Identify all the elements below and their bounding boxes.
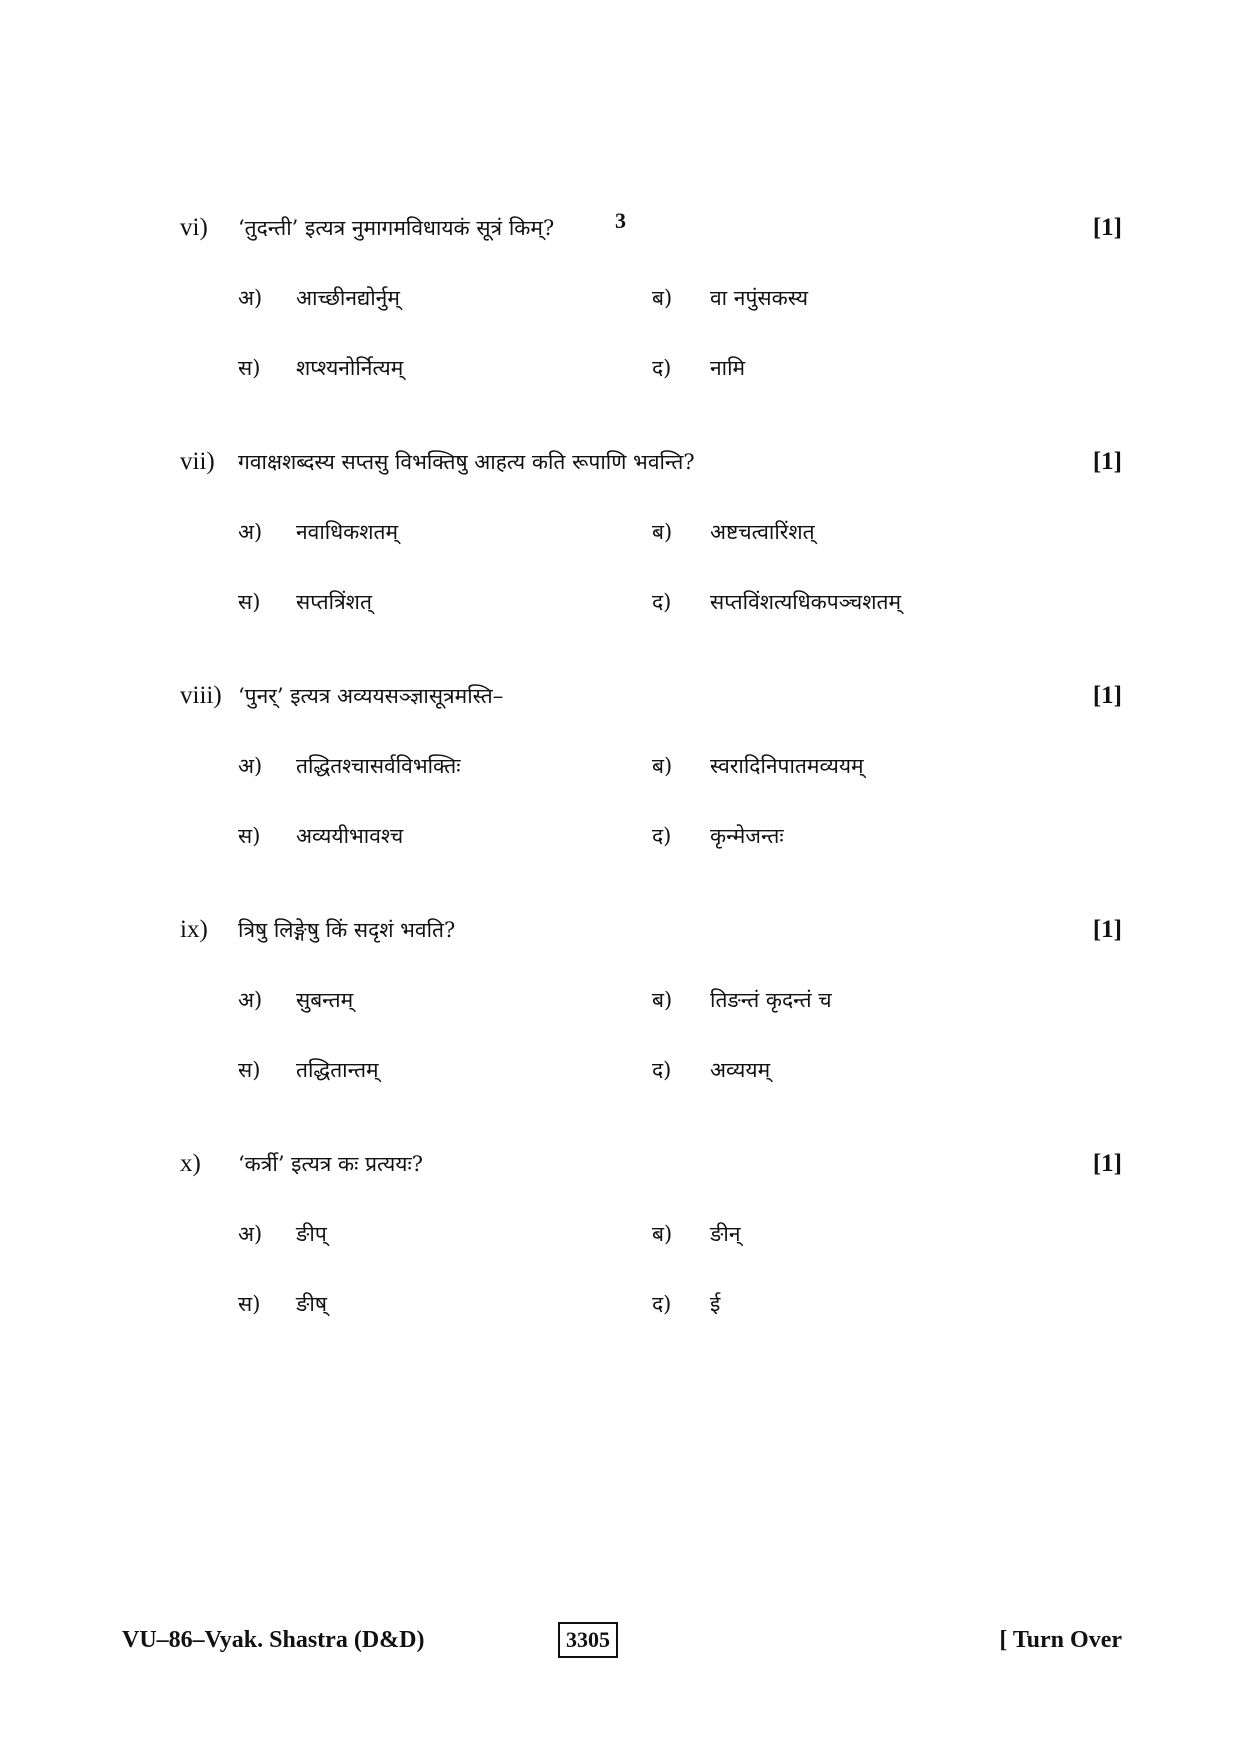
question-marks: [1] bbox=[1092, 682, 1122, 709]
option-text: नामि bbox=[710, 356, 746, 380]
option-marker: स) bbox=[238, 824, 261, 848]
option-marker: स) bbox=[238, 1058, 261, 1082]
option-text: अष्टचत्वारिंशत् bbox=[710, 520, 815, 544]
option-text: अव्ययीभावश्च bbox=[296, 824, 404, 848]
option-a bbox=[238, 512, 398, 552]
option-marker: ब) bbox=[652, 286, 673, 310]
option-b bbox=[652, 746, 864, 786]
option-c bbox=[238, 1284, 327, 1324]
question-number: viii) bbox=[180, 682, 222, 709]
option-row bbox=[180, 582, 1122, 622]
question-line bbox=[180, 442, 1122, 482]
option-marker: स) bbox=[238, 590, 261, 614]
option-text: तिङन्तं कृदन्तं च bbox=[710, 988, 832, 1012]
option-text: तद्धितान्तम् bbox=[296, 1058, 379, 1082]
option-b bbox=[652, 512, 815, 552]
question-number: vii) bbox=[180, 448, 215, 475]
option-marker: ब) bbox=[652, 754, 673, 778]
question-viii bbox=[180, 676, 1122, 856]
option-marker: द) bbox=[652, 356, 672, 380]
question-text: ‘पुनर्’ इत्यत्र अव्ययसञ्ज्ञासूत्रमस्ति– bbox=[238, 684, 504, 708]
option-c bbox=[238, 582, 372, 622]
option-text: अव्ययम् bbox=[710, 1058, 771, 1082]
question-number: x) bbox=[180, 1150, 201, 1177]
option-row bbox=[180, 980, 1122, 1020]
option-a bbox=[238, 746, 461, 786]
question-vii bbox=[180, 442, 1122, 622]
option-d bbox=[652, 348, 745, 388]
option-a bbox=[238, 278, 400, 318]
option-a bbox=[238, 1214, 327, 1254]
option-marker: ब) bbox=[652, 988, 673, 1012]
option-text: स्वरादिनिपातमव्ययम् bbox=[710, 754, 864, 778]
paper-number-box: 3305 bbox=[558, 1622, 618, 1658]
option-text: नवाधिकशतम् bbox=[296, 520, 399, 544]
option-marker: ब) bbox=[652, 1222, 673, 1246]
question-text: त्रिषु लिङ्गेषु किं सदृशं भवति? bbox=[238, 918, 456, 942]
page-footer bbox=[122, 1620, 1122, 1660]
option-d bbox=[652, 1284, 720, 1324]
option-c bbox=[238, 348, 403, 388]
option-text: शप्श्यनोर्नित्यम् bbox=[296, 356, 404, 380]
option-marker: अ) bbox=[238, 286, 263, 310]
option-marker: अ) bbox=[238, 1222, 263, 1246]
option-text: सप्तत्रिंशत् bbox=[296, 590, 372, 614]
option-text: कृन्मेजन्तः bbox=[710, 824, 784, 848]
option-text: ङीन् bbox=[710, 1222, 741, 1246]
question-x bbox=[180, 1144, 1122, 1324]
question-text: गवाक्षशब्दस्य सप्तसु विभक्तिषु आहत्य कति रूपाणि भवन्ति? bbox=[238, 450, 695, 474]
option-row bbox=[180, 1284, 1122, 1324]
option-text: सप्तविंशत्यधिकपञ्चशतम् bbox=[710, 590, 902, 614]
option-marker: स) bbox=[238, 356, 261, 380]
question-vi bbox=[180, 208, 1122, 388]
question-number: vi) bbox=[180, 214, 208, 241]
option-row bbox=[180, 816, 1122, 856]
option-marker: अ) bbox=[238, 520, 263, 544]
option-a bbox=[238, 980, 353, 1020]
option-row bbox=[180, 512, 1122, 552]
question-marks: [1] bbox=[1092, 448, 1122, 475]
question-marks: [1] bbox=[1092, 1150, 1122, 1177]
option-text: तद्धितश्चासर्वविभक्तिः bbox=[296, 754, 461, 778]
question-number: ix) bbox=[180, 916, 208, 943]
option-c bbox=[238, 816, 403, 856]
option-b bbox=[652, 980, 832, 1020]
question-marks: [1] bbox=[1092, 916, 1122, 943]
option-marker: द) bbox=[652, 824, 672, 848]
question-ix bbox=[180, 910, 1122, 1090]
turn-over-label: [ Turn Over bbox=[999, 1627, 1122, 1653]
question-marks: [1] bbox=[1092, 214, 1122, 241]
option-d bbox=[652, 582, 901, 622]
option-row bbox=[180, 746, 1122, 786]
option-marker: द) bbox=[652, 1058, 672, 1082]
option-d bbox=[652, 816, 784, 856]
option-c bbox=[238, 1050, 379, 1090]
option-b bbox=[652, 278, 808, 318]
option-marker: ब) bbox=[652, 520, 673, 544]
question-line bbox=[180, 910, 1122, 950]
option-text: वा नपुंसकस्य bbox=[710, 286, 809, 310]
question-text: ‘तुदन्ती’ इत्यत्र नुमागमविधायकं सूत्रं किम्? bbox=[238, 216, 555, 240]
question-line bbox=[180, 676, 1122, 716]
option-marker: द) bbox=[652, 1292, 672, 1316]
option-marker: स) bbox=[238, 1292, 261, 1316]
option-row bbox=[180, 1214, 1122, 1254]
option-text: ङीष् bbox=[296, 1292, 327, 1316]
option-row bbox=[180, 1050, 1122, 1090]
option-text: आच्छीनद्योर्नुम् bbox=[296, 286, 400, 310]
option-marker: अ) bbox=[238, 988, 263, 1012]
option-text: ई bbox=[710, 1292, 721, 1316]
option-b bbox=[652, 1214, 740, 1254]
question-text: ‘कर्त्री’ इत्यत्र कः प्रत्ययः? bbox=[238, 1152, 423, 1176]
option-d bbox=[652, 1050, 770, 1090]
option-marker: अ) bbox=[238, 754, 263, 778]
option-text: ङीप् bbox=[296, 1222, 327, 1246]
option-text: सुबन्तम् bbox=[296, 988, 354, 1012]
page-number: 3 bbox=[615, 208, 626, 233]
question-line bbox=[180, 1144, 1122, 1184]
option-row bbox=[180, 278, 1122, 318]
option-marker: द) bbox=[652, 590, 672, 614]
option-row bbox=[180, 348, 1122, 388]
paper-code-label: VU–86–Vyak. Shastra (D&D) bbox=[122, 1627, 425, 1653]
question-line bbox=[180, 208, 1122, 248]
